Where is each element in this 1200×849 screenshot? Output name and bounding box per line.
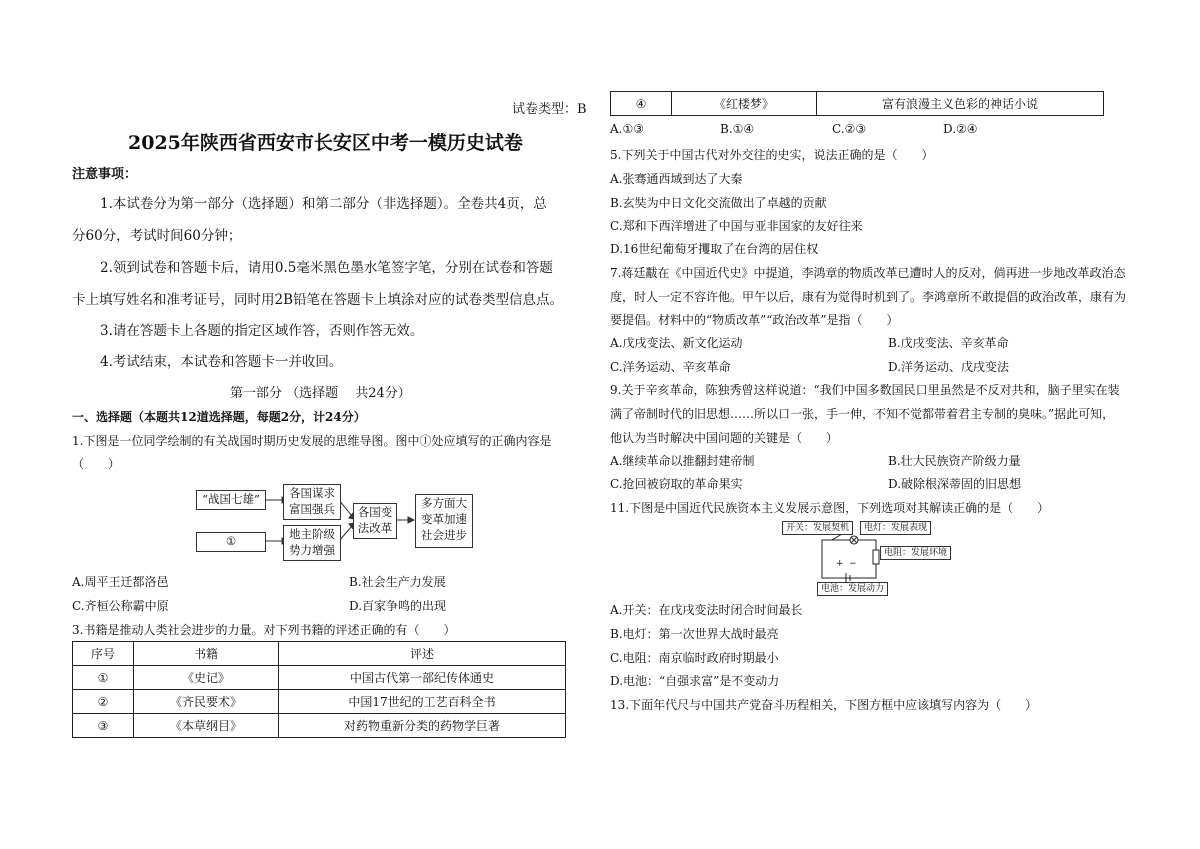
- q7-option-d[interactable]: D.洋务运动、戊戌变法: [888, 360, 1010, 374]
- part1-title: 第一部分 （选择题 共24分）: [230, 386, 411, 401]
- q7-line2: 度，时人一定不容许他。甲午以后，康有为觉得时机到了。李鸿章所不敢提倡的政治改革，康有为: [610, 290, 1127, 304]
- circuit-switch-label: 开关：发展契机: [782, 521, 853, 535]
- notice-item-1-line1: 1.本试卷分为第一部分（选择题）和第二部分（非选择题）。全卷共4页，总: [100, 196, 547, 212]
- table-cell: 中国古代第一部纪传体通史: [279, 666, 566, 690]
- mind-text: 多方面大: [421, 496, 467, 510]
- q3-stem: 3.书籍是推动人类社会进步的力量。对下列书籍的评述正确的有（ ）: [72, 623, 456, 637]
- table-cell: 中国17世纪的工艺百科全书: [279, 690, 566, 714]
- circuit-wires: [610, 0, 1130, 849]
- q5-option-d[interactable]: D.16世纪葡萄牙攫取了在台湾的居住权: [610, 242, 819, 256]
- q9-line1: 9.关于辛亥革命，陈独秀曾这样说道：“我们中国多数国民口里虽然是不反对共和，脑子里实在装: [610, 383, 1120, 397]
- mind-text: 富国强兵: [289, 502, 335, 516]
- mind-text: 势力增强: [289, 543, 335, 557]
- q3-option-a[interactable]: A.①③: [610, 122, 644, 136]
- notice-item-2-line2: 卡上填写姓名和准考证号，同时用2B铅笔在答题卡上填涂对应的试卷类型信息点。: [72, 292, 564, 308]
- table-cell: ②: [73, 690, 134, 714]
- notice-item-1-line2: 分60分，考试时间60分钟；: [72, 228, 242, 244]
- q3-book-table: [72, 641, 566, 738]
- table-cell: 《史记》: [134, 666, 279, 690]
- q3-option-c[interactable]: C.②③: [832, 122, 867, 136]
- q1-option-d[interactable]: D.百家争鸣的出现: [349, 599, 447, 613]
- mind-box-blank: ①: [196, 532, 266, 552]
- q7-option-a[interactable]: A.戊戌变法、新文化运动: [610, 336, 743, 350]
- mind-box-wealth: [283, 484, 341, 520]
- q7-line1: 7.蒋廷黻在《中国近代史》中提道，李鸿章的物质改革已遭时人的反对，倘再进一步地改革政治态: [610, 266, 1126, 280]
- mind-text: 各国谋求: [289, 486, 335, 500]
- q5-option-a[interactable]: A.张骞通西域到达了大秦: [610, 172, 743, 186]
- table-cell: ①: [73, 666, 134, 690]
- circuit-plus-sign: +: [836, 559, 844, 569]
- q11-option-b[interactable]: B.电灯：第一次世界大战时最亮: [610, 627, 779, 641]
- table-row: [73, 690, 566, 714]
- table-header: 序号: [73, 642, 134, 666]
- q1-option-c[interactable]: C.齐桓公称霸中原: [72, 599, 169, 613]
- q7-option-b[interactable]: B.戊戌变法、辛亥革命: [888, 336, 1009, 350]
- circuit-lamp-label: 电灯：发展表现: [860, 521, 931, 535]
- table-cell: ③: [73, 714, 134, 738]
- table-row: [73, 714, 566, 738]
- table-cell: 《红楼梦》: [672, 92, 817, 116]
- q11-option-d[interactable]: D.电池：“自强求富”是不变动力: [610, 674, 780, 688]
- mind-text: 地主阶级: [289, 527, 335, 541]
- q9-line3: 他认为当时解决中国问题的关键是（ ）: [610, 431, 839, 445]
- circuit-resistor-label: 电阻：发展环境: [880, 546, 951, 560]
- circuit-minus-sign: −: [849, 559, 857, 569]
- q3-option-b[interactable]: B.①④: [720, 122, 755, 136]
- q7-line3: 要提倡。材料中的“物质改革”“政治改革”是指（ ）: [610, 313, 899, 327]
- q9-option-c[interactable]: C.抢回被窃取的革命果实: [610, 477, 743, 491]
- q11-stem: 11.下图是中国近代民族资本主义发展示意图，下列选项对其解读正确的是（ ）: [610, 501, 1050, 515]
- q9-option-b[interactable]: B.壮大民族资产阶级力量: [888, 454, 1021, 468]
- section-heading: 一、选择题（本题共12道选择题，每题2分，计24分）: [72, 410, 366, 424]
- q11-option-c[interactable]: C.电阻：南京临时政府时期最小: [610, 651, 779, 665]
- q1-option-a[interactable]: A.周平王迁都洛邑: [72, 575, 169, 589]
- q7-option-c[interactable]: C.洋务运动、辛亥革命: [610, 360, 731, 374]
- table-cell: ④: [611, 92, 672, 116]
- notice-title: 注意事项：: [72, 167, 138, 182]
- mind-box-progress: [415, 494, 473, 548]
- mind-box-seven-states: “战国七雄”: [196, 490, 266, 510]
- mind-box-reform: [353, 503, 397, 539]
- q5-option-c[interactable]: C.郑和下西洋增进了中国与亚非国家的友好往来: [610, 219, 863, 233]
- mind-text: 变革加速: [421, 512, 467, 526]
- table-cell: 富有浪漫主义色彩的神话小说: [817, 92, 1104, 116]
- q9-option-d[interactable]: D.破除根深蒂固的旧思想: [888, 477, 1022, 491]
- notice-item-3: 3.请在答题卡上各题的指定区域作答，否则作答无效。: [100, 323, 424, 339]
- q9-line2: 满了帝制时代的旧思想……所以口一张，手一伸，不知不觉都带着君主专制的臭味。”据此可知，: [610, 407, 1115, 421]
- paper-type-label: 试卷类型：B: [512, 102, 587, 117]
- table-cell: 《本草纲目》: [134, 714, 279, 738]
- q5-stem: 5.下列关于中国古代对外交往的史实，说法正确的是（ ）: [610, 148, 934, 162]
- q1-option-b[interactable]: B.社会生产力发展: [349, 575, 446, 589]
- q13-stem: 13.下面年代尺与中国共产党奋斗历程相关，下图方框中应该填写内容为（ ）: [610, 698, 1038, 712]
- q11-option-a[interactable]: A.开关：在戊戌变法时闭合时间最长: [610, 603, 803, 617]
- table-header: 书籍: [134, 642, 279, 666]
- mind-text: 各国变: [357, 505, 393, 519]
- table-row: [73, 666, 566, 690]
- table-cell: 对药物重新分类的药物学巨著: [279, 714, 566, 738]
- table-cell: 《齐民要术》: [134, 690, 279, 714]
- mind-box-landlord: [283, 525, 341, 561]
- q1-stem: 1.下图是一位同学绘制的有关战国时期历史发展的思维导图。图中①处应填写的正确内容是: [72, 434, 552, 448]
- q1-paren: （ ）: [72, 457, 121, 471]
- page-title: 2025年陕西省西安市长安区中考一模历史试卷: [128, 132, 523, 154]
- q3-option-d[interactable]: D.②④: [943, 122, 978, 136]
- circuit-battery-label: 电池：发展动力: [817, 582, 888, 596]
- table-header-row: [73, 642, 566, 666]
- table-header: 评述: [279, 642, 566, 666]
- q9-option-a[interactable]: A.继续革命以推翻封建帝制: [610, 454, 755, 468]
- mind-text: 社会进步: [421, 528, 467, 542]
- notice-item-2-line1: 2.领到试卷和答题卡后，请用0.5毫米黑色墨水笔签字笔，分别在试卷和答题: [100, 260, 553, 276]
- notice-item-4: 4.考试结束，本试卷和答题卡一并收回。: [100, 354, 343, 370]
- q5-option-b[interactable]: B.玄奘为中日文化交流做出了卓越的贡献: [610, 196, 827, 210]
- mind-text: 法改革: [357, 521, 393, 535]
